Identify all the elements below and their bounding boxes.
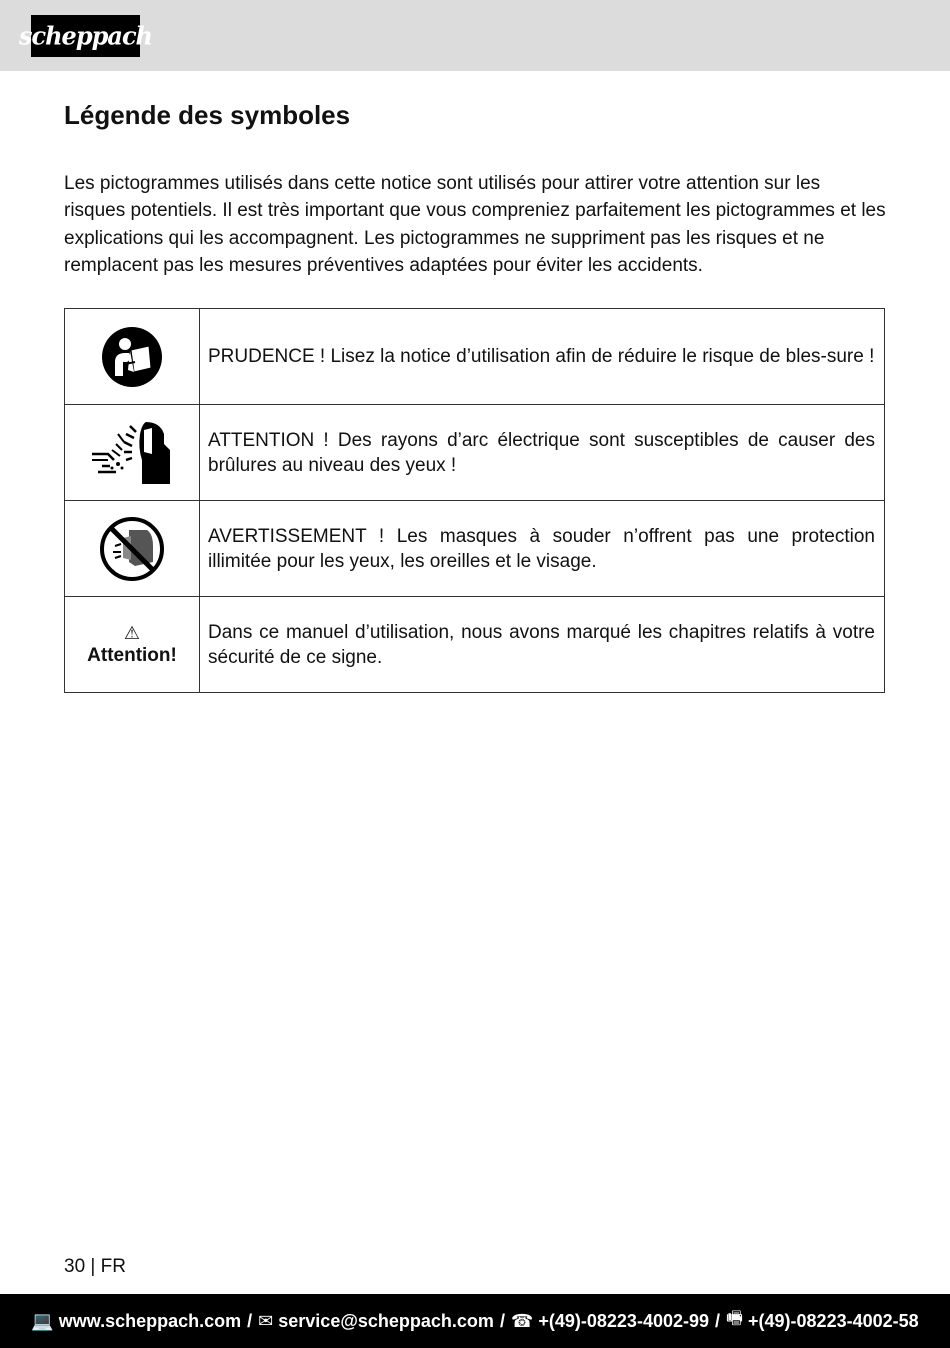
symbol-description: Dans ce manuel d’utilisation, nous avons marqué les chapitres relatifs à votre sécurité de ce signe. — [200, 597, 885, 693]
symbols-table — [64, 308, 885, 693]
phone-number: +(49)-08223-4002-99 — [538, 1310, 709, 1331]
header-bar — [0, 0, 950, 71]
table-row — [65, 501, 885, 597]
symbol-description: AVERTISSEMENT ! Les masques à souder n’offrent pas une protection illimitée pour les yeux, les oreilles et le visage. — [200, 501, 885, 597]
email-link[interactable]: service@scheppach.com — [278, 1310, 494, 1331]
contact-footer — [0, 1294, 950, 1348]
symbol-description: ATTENTION ! Des rayons d’arc électrique sont susceptibles de causer des brûlures au niveau des yeux ! — [200, 405, 885, 501]
symbol-description: PRUDENCE ! Lisez la notice d’utilisation afin de réduire le risque de bles-sure ! — [200, 309, 885, 405]
footer-separator: / — [247, 1310, 253, 1331]
fax-number: +(49)-08223-4002-58 — [748, 1310, 919, 1331]
phone-icon: ☎ — [510, 1310, 534, 1331]
footer-separator: / — [499, 1310, 505, 1331]
no-welding-mask-icon — [99, 516, 165, 582]
website-link[interactable]: www.scheppach.com — [58, 1310, 242, 1331]
icon-cell — [65, 501, 200, 597]
page-number-separator: | — [90, 1256, 96, 1277]
warning-triangle-icon: ⚠ — [123, 622, 141, 643]
scheppach-logo: scheppach — [31, 15, 140, 57]
page-language: FR — [100, 1256, 126, 1277]
page-number — [64, 1256, 126, 1278]
intro-paragraph: Les pictogrammes utilisés dans cette notice sont utilisés pour attirer votre attention sur les risques potentiels. Il est très important que vous compreniez parfaitement les pictogrammes et les explications qui les accompagnent. Les pictogrammes ne suppriment pas les risques et ne remplacent pas les mesures préventives adaptées pour éviter les accidents. — [64, 173, 886, 276]
table-row — [65, 597, 885, 693]
page-title: Légende des symboles — [64, 100, 351, 130]
welding-arc-rays-icon — [90, 420, 174, 486]
icon-cell — [65, 405, 200, 501]
page-number-value: 30 — [64, 1256, 86, 1277]
table-row — [65, 405, 885, 501]
computer-icon: 💻 — [31, 1310, 54, 1331]
read-manual-icon — [101, 326, 163, 388]
attention-label: Attention! — [87, 644, 177, 666]
table-row — [65, 309, 885, 405]
email-icon: ✉ — [258, 1310, 274, 1331]
footer-separator: / — [715, 1310, 721, 1331]
fax-icon: 🖷 — [726, 1308, 744, 1328]
icon-cell — [65, 309, 200, 405]
icon-cell — [65, 597, 200, 693]
